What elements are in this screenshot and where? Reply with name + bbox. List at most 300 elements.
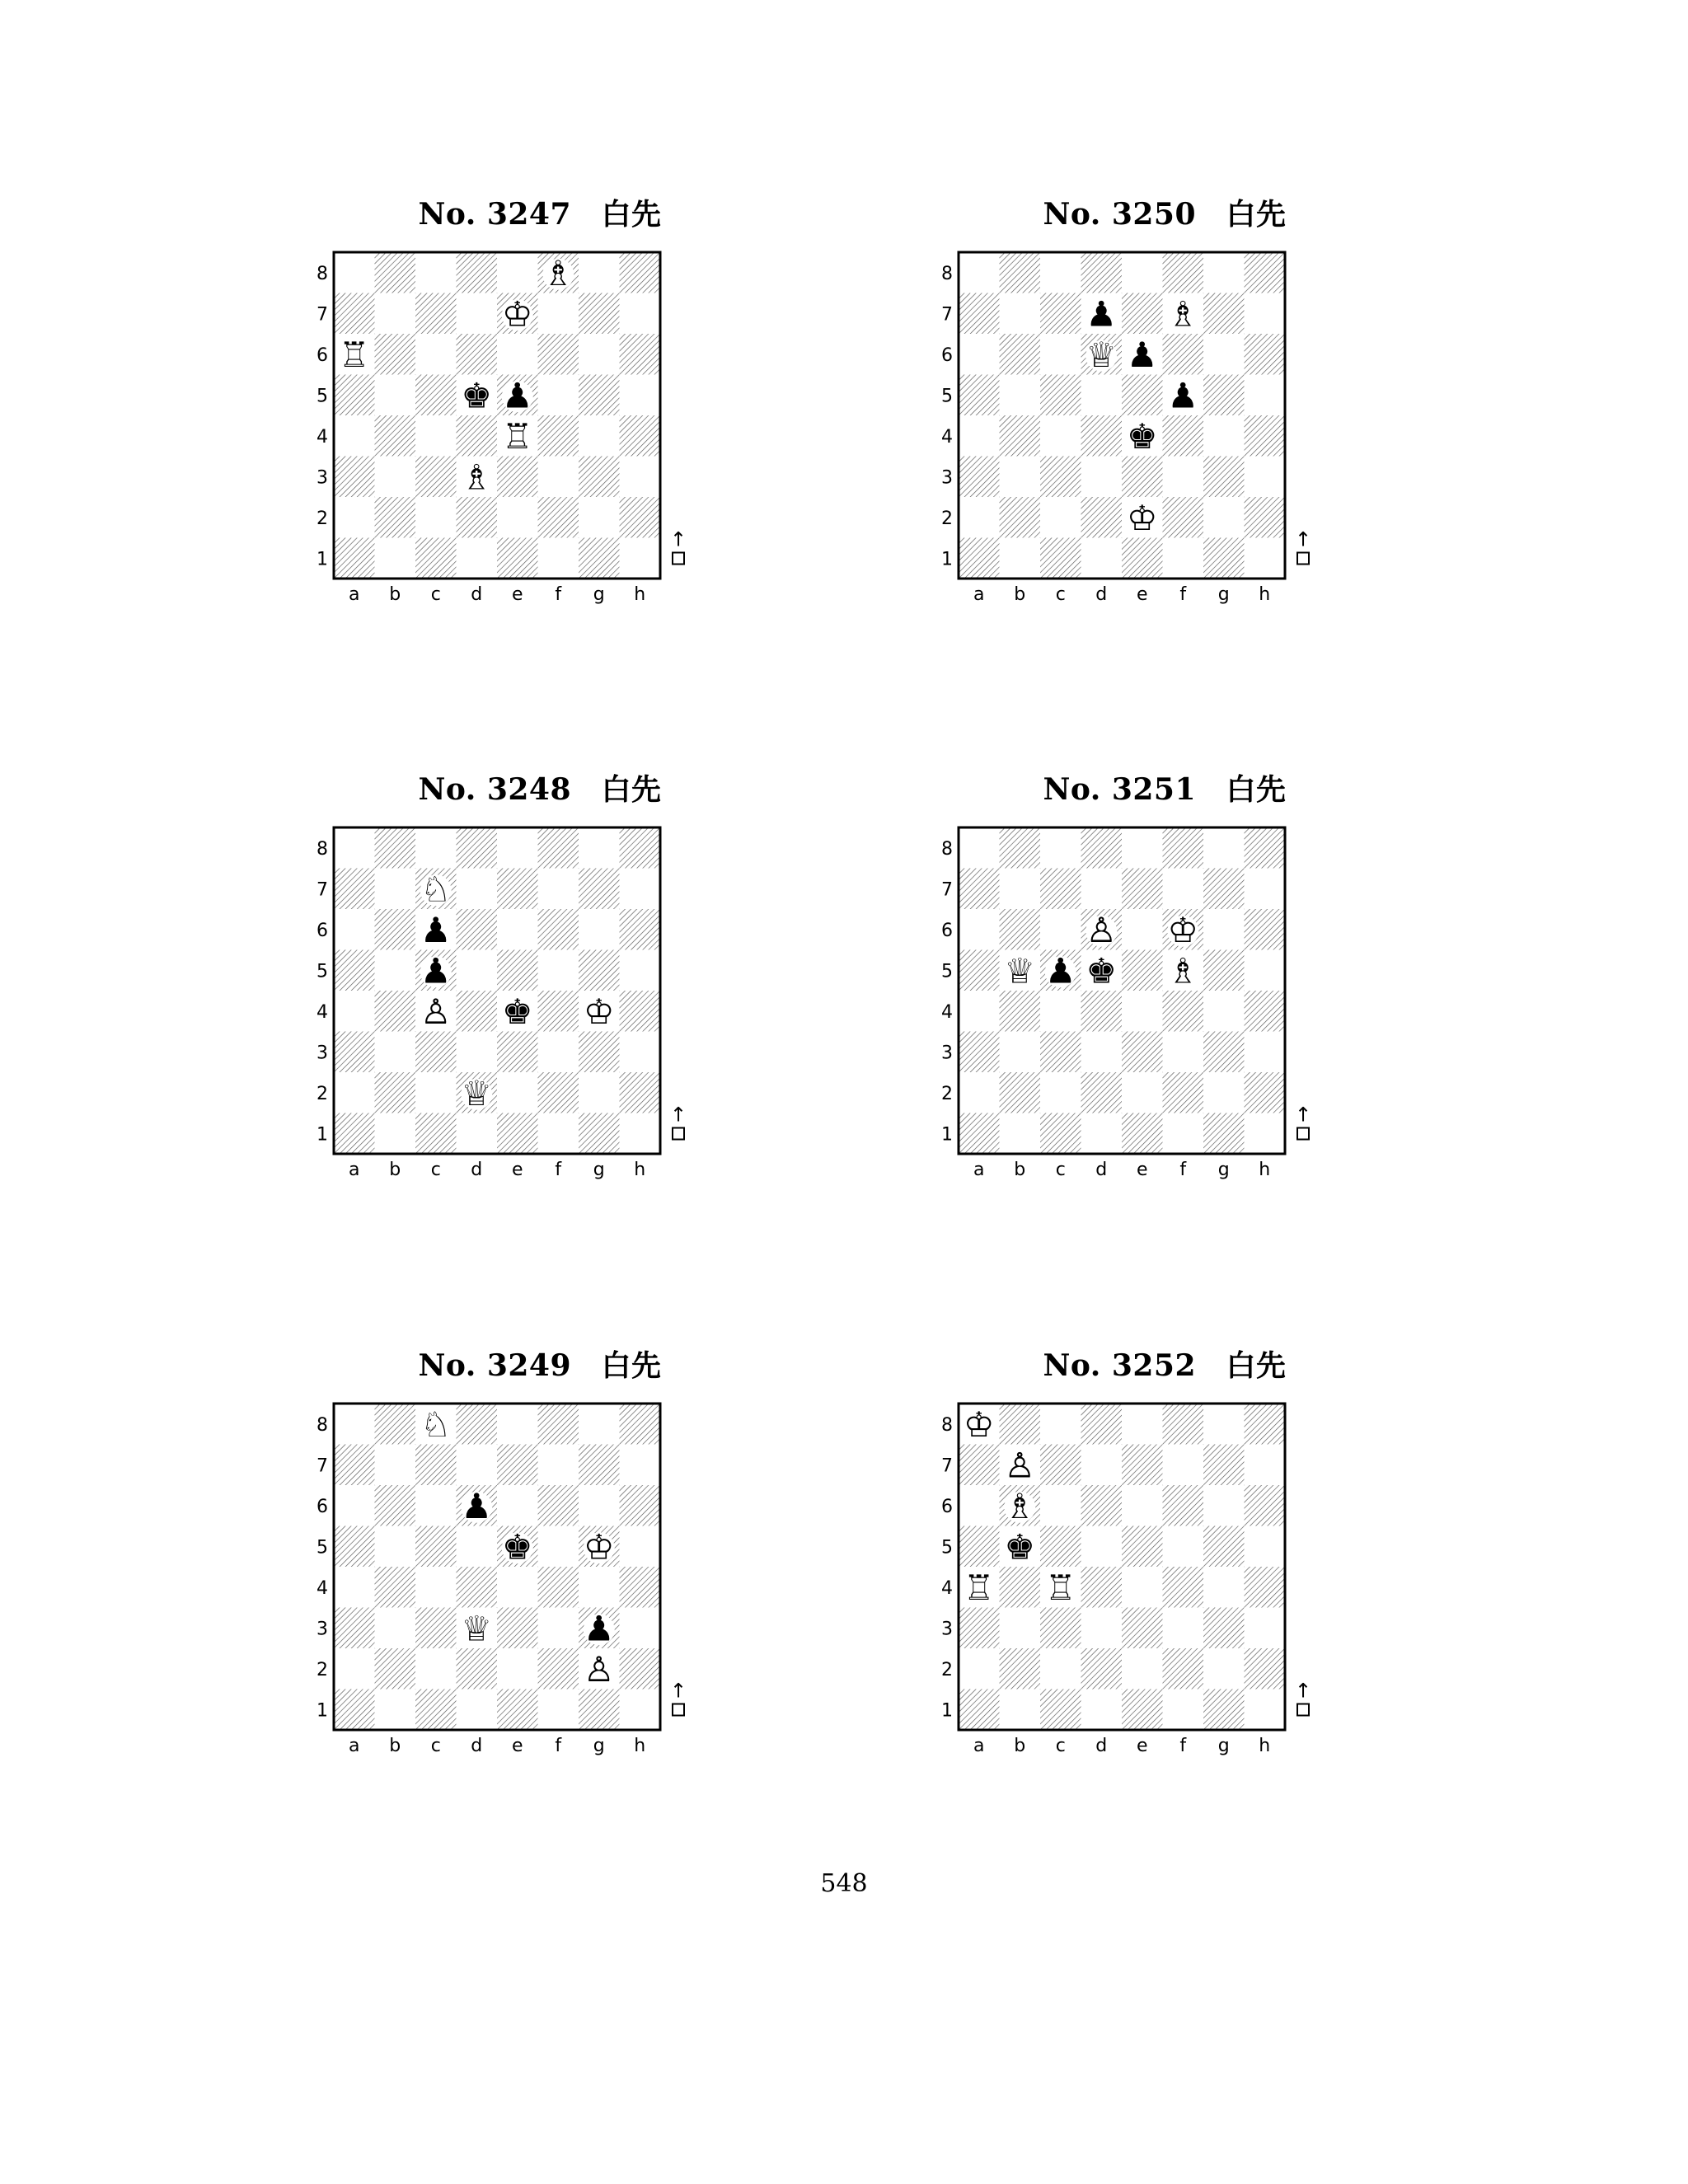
dark-square <box>579 457 620 498</box>
rank-label: 5 <box>316 961 328 982</box>
dark-square <box>538 1072 579 1113</box>
rank-label: 6 <box>941 1496 953 1517</box>
file-label: b <box>389 584 401 605</box>
chess-board <box>309 1387 738 1799</box>
dark-square <box>1163 1485 1204 1526</box>
dark-square <box>415 293 457 335</box>
light-square <box>1122 991 1163 1032</box>
light-square <box>497 1485 538 1526</box>
file-label: g <box>1217 584 1230 605</box>
rank-label: 8 <box>316 1414 328 1436</box>
light-square <box>415 334 457 375</box>
dark-square <box>415 1032 457 1073</box>
dark-square <box>334 538 375 579</box>
light-square <box>959 415 1000 457</box>
dark-square <box>1081 252 1123 293</box>
rank-label: 7 <box>316 304 328 326</box>
dark-square <box>375 1485 416 1526</box>
dark-square <box>959 1445 1000 1486</box>
dark-square <box>375 497 416 538</box>
file-label: g <box>593 1736 605 1756</box>
dark-square <box>579 950 620 991</box>
light-square <box>497 827 538 869</box>
light-square <box>538 950 579 991</box>
black-king-d5: ♚ <box>1085 950 1118 991</box>
rank-label: 8 <box>316 263 328 284</box>
light-square <box>457 1445 498 1486</box>
file-label: g <box>1217 1736 1230 1756</box>
dark-square <box>1163 415 1204 457</box>
file-label: a <box>349 1736 360 1756</box>
rank-label: 4 <box>941 426 953 448</box>
rank-label: 1 <box>941 1700 953 1722</box>
light-square <box>375 950 416 991</box>
diagram-3248 <box>309 765 738 1226</box>
file-label: g <box>1217 1160 1230 1180</box>
dark-square <box>375 1567 416 1608</box>
rank-label: 8 <box>941 1414 953 1436</box>
dark-square <box>1040 869 1081 910</box>
dark-square <box>334 950 375 991</box>
black-pawn-c5: ♟ <box>1044 950 1076 991</box>
file-label: e <box>511 1736 523 1756</box>
light-square <box>620 293 661 335</box>
dark-square <box>334 1445 375 1486</box>
dark-square <box>579 1445 620 1486</box>
light-square <box>1163 1032 1204 1073</box>
dark-square <box>538 1485 579 1526</box>
light-square <box>1081 869 1123 910</box>
dark-square <box>1000 1404 1041 1445</box>
light-square <box>375 457 416 498</box>
light-square <box>1245 375 1286 416</box>
light-square <box>1000 869 1041 910</box>
light-square <box>334 1404 375 1445</box>
dark-square <box>497 869 538 910</box>
light-square <box>959 991 1000 1032</box>
dark-square <box>1122 869 1163 910</box>
dark-square <box>959 538 1000 579</box>
dark-square <box>1122 293 1163 335</box>
light-square <box>1163 1608 1204 1649</box>
light-square <box>497 1072 538 1113</box>
light-square <box>1163 1445 1204 1486</box>
dark-square <box>620 497 661 538</box>
rank-label: 7 <box>941 1455 953 1477</box>
light-square <box>1122 1485 1163 1526</box>
rank-label: 8 <box>316 838 328 860</box>
dark-square <box>457 1648 498 1690</box>
white-rook-a4: ♖ <box>963 1567 995 1608</box>
light-square <box>497 252 538 293</box>
dark-square <box>1245 1485 1286 1526</box>
dark-square <box>620 1072 661 1113</box>
white-to-move-box-icon <box>673 1704 684 1716</box>
file-label: h <box>1259 1736 1271 1756</box>
dark-square <box>415 375 457 416</box>
file-label: a <box>973 1736 985 1756</box>
light-square <box>497 334 538 375</box>
dark-square <box>334 1032 375 1073</box>
file-label: b <box>1014 584 1026 605</box>
light-square <box>1000 457 1041 498</box>
dark-square <box>457 991 498 1032</box>
dark-square <box>538 497 579 538</box>
dark-square <box>538 1567 579 1608</box>
white-king-e7: ♔ <box>501 293 533 335</box>
rank-label: 2 <box>941 1083 953 1104</box>
black-king-e4: ♚ <box>501 991 533 1032</box>
light-square <box>579 827 620 869</box>
light-square <box>375 538 416 579</box>
rank-label: 2 <box>941 508 953 529</box>
light-square <box>375 293 416 335</box>
file-label: h <box>634 1160 646 1180</box>
dark-square <box>1163 252 1204 293</box>
light-square <box>1122 1404 1163 1445</box>
dark-square <box>1245 991 1286 1032</box>
dark-square <box>375 334 416 375</box>
white-king-g5: ♔ <box>583 1526 615 1568</box>
light-square <box>1040 909 1081 950</box>
dark-square <box>457 415 498 457</box>
dark-square <box>497 1690 538 1731</box>
diagram-3249 <box>309 1341 738 1802</box>
dark-square <box>415 1608 457 1649</box>
dark-square <box>1203 1113 1245 1155</box>
file-label: d <box>471 1160 483 1180</box>
dark-square <box>1203 538 1245 579</box>
light-square <box>1000 1690 1041 1731</box>
file-label: b <box>389 1736 401 1756</box>
dark-square <box>1203 950 1245 991</box>
dark-square <box>620 1567 661 1608</box>
light-square <box>1203 1567 1245 1608</box>
file-label: b <box>1014 1160 1026 1180</box>
file-label: f <box>1179 584 1187 605</box>
rank-label: 1 <box>941 1124 953 1146</box>
light-square <box>959 334 1000 375</box>
chess-board <box>934 811 1362 1223</box>
rank-label: 6 <box>941 344 953 366</box>
dark-square <box>620 909 661 950</box>
light-square <box>375 1690 416 1731</box>
black-pawn-d6: ♟ <box>461 1485 493 1526</box>
light-square <box>1203 1648 1245 1690</box>
dark-square <box>375 1648 416 1690</box>
dark-square <box>959 1690 1000 1731</box>
light-square <box>415 827 457 869</box>
dark-square <box>538 1404 579 1445</box>
light-square <box>334 1485 375 1526</box>
light-square <box>1203 1485 1245 1526</box>
dark-square <box>538 334 579 375</box>
light-square <box>1040 1648 1081 1690</box>
file-label: f <box>555 584 562 605</box>
light-square <box>620 538 661 579</box>
light-square <box>620 1032 661 1073</box>
light-square <box>1203 497 1245 538</box>
dark-square <box>579 869 620 910</box>
light-square <box>959 1485 1000 1526</box>
dark-square <box>1040 375 1081 416</box>
light-square <box>1245 538 1286 579</box>
rank-label: 3 <box>941 1619 953 1640</box>
light-square <box>1203 991 1245 1032</box>
file-label: a <box>973 1160 985 1180</box>
light-square <box>538 457 579 498</box>
rank-label: 4 <box>316 426 328 448</box>
file-label: f <box>555 1160 562 1180</box>
dark-square <box>1040 1690 1081 1731</box>
dark-square <box>1081 1648 1123 1690</box>
light-square <box>1163 1526 1204 1568</box>
light-square <box>497 1404 538 1445</box>
white-king-f6: ♔ <box>1167 909 1199 950</box>
light-square <box>620 950 661 991</box>
dark-square <box>1000 827 1041 869</box>
light-square <box>1081 1526 1123 1568</box>
file-label: b <box>389 1160 401 1180</box>
light-square <box>375 375 416 416</box>
dark-square <box>1081 1072 1123 1113</box>
light-square <box>538 1032 579 1073</box>
dark-square <box>959 457 1000 498</box>
dark-square <box>334 1113 375 1155</box>
light-square <box>415 1072 457 1113</box>
light-square <box>1040 991 1081 1032</box>
black-pawn-f5: ♟ <box>1167 375 1199 416</box>
diagram-title: No. 3247 白先 <box>418 197 662 232</box>
light-square <box>1203 252 1245 293</box>
dark-square <box>497 538 538 579</box>
file-label: a <box>349 1160 360 1180</box>
rank-label: 7 <box>316 879 328 901</box>
dark-square <box>538 909 579 950</box>
light-square <box>457 950 498 991</box>
light-square <box>579 909 620 950</box>
dark-square <box>620 252 661 293</box>
light-square <box>959 497 1000 538</box>
light-square <box>620 1113 661 1155</box>
light-square <box>1203 827 1245 869</box>
dark-square <box>1040 1113 1081 1155</box>
dark-square <box>959 1526 1000 1568</box>
dark-square <box>1081 415 1123 457</box>
chess-board <box>934 236 1362 648</box>
rank-label: 5 <box>316 1537 328 1558</box>
white-queen-b5: ♕ <box>1004 950 1036 991</box>
light-square <box>579 252 620 293</box>
light-square <box>334 497 375 538</box>
dark-square <box>334 375 375 416</box>
chess-board <box>309 811 738 1223</box>
file-label: c <box>430 584 441 605</box>
dark-square <box>457 909 498 950</box>
dark-square <box>1122 1032 1163 1073</box>
light-square <box>1000 1608 1041 1649</box>
light-square <box>415 252 457 293</box>
dark-square <box>1203 375 1245 416</box>
chess-board <box>934 1387 1362 1799</box>
rank-label: 2 <box>316 508 328 529</box>
white-king-e2: ♔ <box>1126 497 1158 538</box>
rank-label: 2 <box>316 1659 328 1680</box>
rank-label: 4 <box>941 1577 953 1599</box>
diagram-title: No. 3250 白先 <box>1043 197 1287 232</box>
light-square <box>1203 334 1245 375</box>
light-square <box>375 1608 416 1649</box>
light-square <box>334 415 375 457</box>
dark-square <box>334 1526 375 1568</box>
dark-square <box>1163 1648 1204 1690</box>
file-label: f <box>1179 1160 1187 1180</box>
dark-square <box>1122 538 1163 579</box>
light-square <box>457 538 498 579</box>
side-to-move-arrow-icon: ↑ <box>669 527 687 551</box>
dark-square <box>959 1113 1000 1155</box>
dark-square <box>1203 869 1245 910</box>
dark-square <box>620 1648 661 1690</box>
light-square <box>1000 1113 1041 1155</box>
white-queen-d6: ♕ <box>1085 334 1118 375</box>
light-square <box>959 252 1000 293</box>
dark-square <box>1163 827 1204 869</box>
dark-square <box>579 1113 620 1155</box>
light-square <box>959 909 1000 950</box>
black-pawn-c6: ♟ <box>420 909 452 950</box>
dark-square <box>497 457 538 498</box>
dark-square <box>415 1690 457 1731</box>
light-square <box>1163 538 1204 579</box>
light-square <box>1163 457 1204 498</box>
light-square <box>457 1526 498 1568</box>
dark-square <box>497 1032 538 1073</box>
file-label: e <box>511 584 523 605</box>
page-number: 548 <box>820 1869 868 1898</box>
light-square <box>620 869 661 910</box>
light-square <box>375 1526 416 1568</box>
light-square <box>1081 1445 1123 1486</box>
light-square <box>959 827 1000 869</box>
file-label: c <box>1055 1736 1066 1756</box>
light-square <box>1163 1113 1204 1155</box>
black-king-e5: ♚ <box>501 1526 533 1568</box>
dark-square <box>497 950 538 991</box>
light-square <box>457 1690 498 1731</box>
white-rook-e4: ♖ <box>501 415 533 457</box>
dark-square <box>620 334 661 375</box>
dark-square <box>1040 1032 1081 1073</box>
dark-square <box>1081 991 1123 1032</box>
rank-label: 3 <box>316 467 328 489</box>
file-label: b <box>1014 1736 1026 1756</box>
file-label: d <box>471 1736 483 1756</box>
light-square <box>1081 375 1123 416</box>
dark-square <box>1122 1526 1163 1568</box>
light-square <box>1081 1690 1123 1731</box>
white-bishop-b6: ♗ <box>1004 1485 1036 1526</box>
white-to-move-box-icon <box>673 553 684 565</box>
dark-square <box>415 538 457 579</box>
black-pawn-c5: ♟ <box>420 950 452 991</box>
dark-square <box>497 1113 538 1155</box>
dark-square <box>620 991 661 1032</box>
dark-square <box>415 457 457 498</box>
rank-label: 7 <box>941 879 953 901</box>
light-square <box>1122 1648 1163 1690</box>
light-square <box>1245 1445 1286 1486</box>
light-square <box>620 1526 661 1568</box>
dark-square <box>538 827 579 869</box>
light-square <box>457 293 498 335</box>
dark-square <box>1245 1648 1286 1690</box>
light-square <box>538 869 579 910</box>
dark-square <box>1163 1567 1204 1608</box>
dark-square <box>579 1690 620 1731</box>
rank-label: 8 <box>941 263 953 284</box>
rank-label: 6 <box>316 920 328 941</box>
light-square <box>1203 909 1245 950</box>
dark-square <box>1000 334 1041 375</box>
side-to-move-arrow-icon: ↑ <box>669 1679 687 1703</box>
dark-square <box>1203 1526 1245 1568</box>
light-square <box>334 991 375 1032</box>
dark-square <box>1000 415 1041 457</box>
dark-square <box>1203 1608 1245 1649</box>
white-king-g4: ♔ <box>583 991 615 1032</box>
dark-square <box>1000 909 1041 950</box>
rank-label: 3 <box>941 1043 953 1064</box>
light-square <box>1081 1608 1123 1649</box>
dark-square <box>538 1648 579 1690</box>
black-pawn-e6: ♟ <box>1126 334 1158 375</box>
light-square <box>1000 293 1041 335</box>
dark-square <box>1245 1567 1286 1608</box>
dark-square <box>1040 1608 1081 1649</box>
dark-square <box>1040 1445 1081 1486</box>
light-square <box>959 1648 1000 1690</box>
file-label: f <box>555 1736 562 1756</box>
dark-square <box>620 1404 661 1445</box>
file-label: c <box>1055 1160 1066 1180</box>
rank-label: 7 <box>316 1455 328 1477</box>
light-square <box>415 1485 457 1526</box>
rank-label: 2 <box>941 1659 953 1680</box>
dark-square <box>1163 334 1204 375</box>
dark-square <box>1245 1404 1286 1445</box>
light-square <box>579 1567 620 1608</box>
file-label: d <box>1095 1736 1108 1756</box>
rank-label: 8 <box>941 838 953 860</box>
file-label: h <box>634 584 646 605</box>
dark-square <box>538 415 579 457</box>
light-square <box>538 1445 579 1486</box>
dark-square <box>375 909 416 950</box>
dark-square <box>334 1608 375 1649</box>
light-square <box>1040 1404 1081 1445</box>
dark-square <box>1081 497 1123 538</box>
dark-square <box>334 869 375 910</box>
dark-square <box>579 538 620 579</box>
dark-square <box>457 334 498 375</box>
dark-square <box>1122 950 1163 991</box>
light-square <box>497 1648 538 1690</box>
dark-square <box>375 991 416 1032</box>
white-pawn-b7: ♙ <box>1004 1445 1036 1486</box>
rank-label: 1 <box>941 549 953 570</box>
dark-square <box>1000 1072 1041 1113</box>
